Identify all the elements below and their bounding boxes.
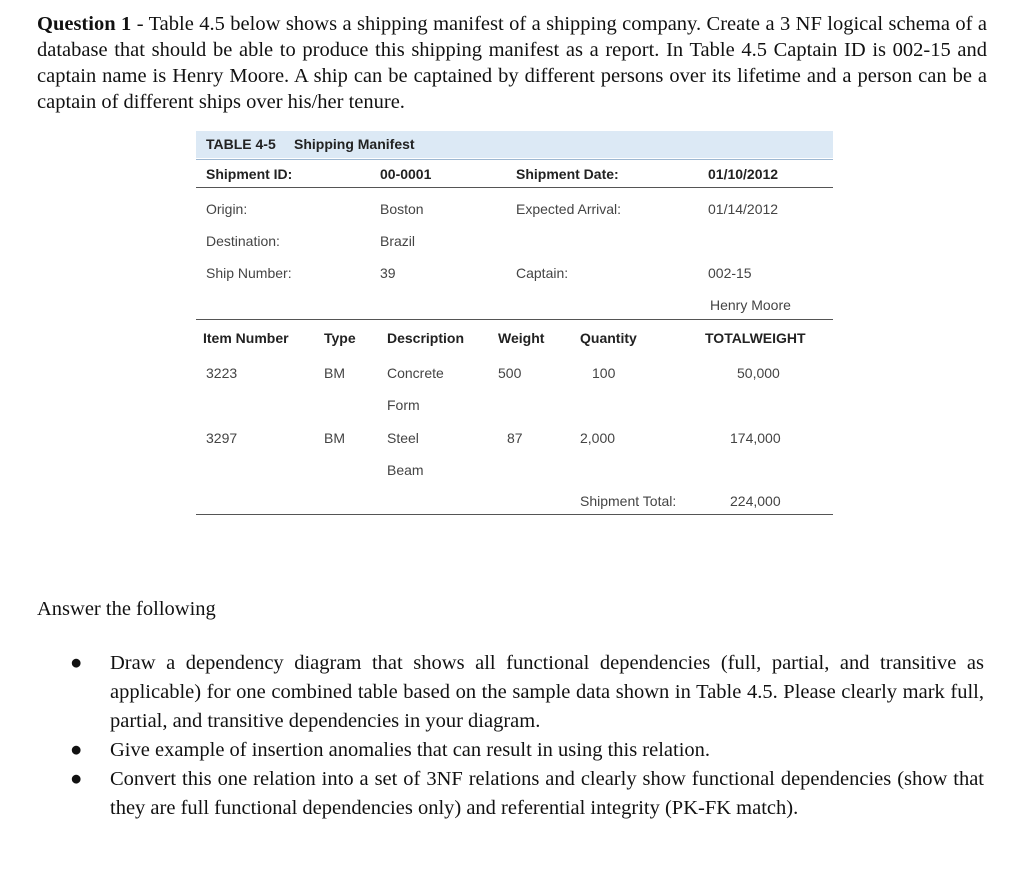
- col-header-item-number: Item Number: [203, 330, 289, 346]
- bullet-icon: ●: [70, 739, 83, 761]
- origin-value: Boston: [380, 201, 424, 217]
- question-text: - Table 4.5 below shows a shipping manifest of a shipping company. Create a 3 NF logical schema of a database that should be able to produce this shipping manifest as a report. In Table 4.5 Captain ID is 002-15 and captain name is Henry Moore. A ship can be captained by different persons over its lifetime and a person can be a captain of different ships over his/her tenure.: [37, 13, 987, 113]
- row1-item-number: 3223: [206, 365, 238, 381]
- bullet-text: Give example of insertion anomalies that can result in using this relation.: [110, 739, 711, 761]
- col-header-totalweight: TOTALWEIGHT: [705, 330, 806, 346]
- question-paragraph: [37, 11, 987, 115]
- col-header-type: Type: [324, 330, 356, 346]
- answer-bullet-list: [60, 649, 984, 823]
- shipment-date-value: 01/10/2012: [708, 166, 779, 182]
- row2-item-number: 3297: [206, 430, 238, 446]
- origin-label: Origin:: [206, 201, 248, 217]
- title-rule: [196, 159, 833, 160]
- header-rule: [196, 187, 833, 188]
- expected-arrival-label: Expected Arrival:: [516, 201, 622, 217]
- bullet-text: Draw a dependency diagram that shows all functional dependencies (full, partial, and transitive as applicable) for one combined table based on the sample data shown in Table 4.5. Please clearly mark full, partial, and transitive dependencies in your diagram.: [110, 652, 984, 732]
- bottom-rule: [196, 514, 833, 515]
- shipment-id-value: 00-0001: [380, 166, 432, 182]
- bullet-icon: ●: [70, 652, 83, 674]
- row2-totalweight: 174,000: [730, 430, 781, 446]
- row2-description-line2: Beam: [387, 462, 424, 478]
- col-header-description: Description: [387, 330, 465, 346]
- row2-quantity: 2,000: [580, 430, 616, 446]
- table-title-band: [196, 131, 833, 158]
- row1-description-line2: Form: [387, 397, 420, 413]
- shipment-id-label: Shipment ID:: [206, 166, 293, 182]
- shipment-date-label: Shipment Date:: [516, 166, 619, 182]
- destination-label: Destination:: [206, 233, 280, 249]
- shipping-manifest-table: [196, 131, 833, 521]
- expected-arrival-value: 01/14/2012: [708, 201, 779, 217]
- bullet-text: Convert this one relation into a set of 3NF relations and clearly show functional dependencies (show that they are full functional dependencies only) and referential integrity (PK-FK match).: [110, 768, 984, 819]
- row1-weight: 500: [498, 365, 522, 381]
- list-item: [60, 736, 984, 765]
- shipment-total-value: 224,000: [730, 493, 781, 509]
- row2-type: BM: [324, 430, 345, 446]
- bullet-icon: ●: [70, 768, 83, 790]
- captain-name-value: Henry Moore: [710, 297, 791, 313]
- question-label: Question 1: [37, 13, 132, 35]
- ship-number-value: 39: [380, 265, 396, 281]
- row2-weight: 87: [507, 430, 523, 446]
- row2-description-line1: Steel: [387, 430, 419, 446]
- captain-id-value: 002-15: [708, 265, 752, 281]
- row1-type: BM: [324, 365, 345, 381]
- shipment-total-label: Shipment Total:: [580, 493, 677, 509]
- col-header-weight: Weight: [498, 330, 545, 346]
- destination-value: Brazil: [380, 233, 416, 249]
- table-label: TABLE 4-5: [206, 136, 276, 152]
- col-header-quantity: Quantity: [580, 330, 637, 346]
- details-rule: [196, 319, 833, 320]
- ship-number-label: Ship Number:: [206, 265, 292, 281]
- list-item: [60, 765, 984, 823]
- answer-heading: Answer the following: [37, 598, 216, 620]
- list-item: [60, 649, 984, 736]
- table-title: Shipping Manifest: [294, 136, 415, 152]
- row1-quantity: 100: [592, 365, 616, 381]
- row1-totalweight: 50,000: [737, 365, 780, 381]
- captain-label: Captain:: [516, 265, 569, 281]
- row1-description-line1: Concrete: [387, 365, 444, 381]
